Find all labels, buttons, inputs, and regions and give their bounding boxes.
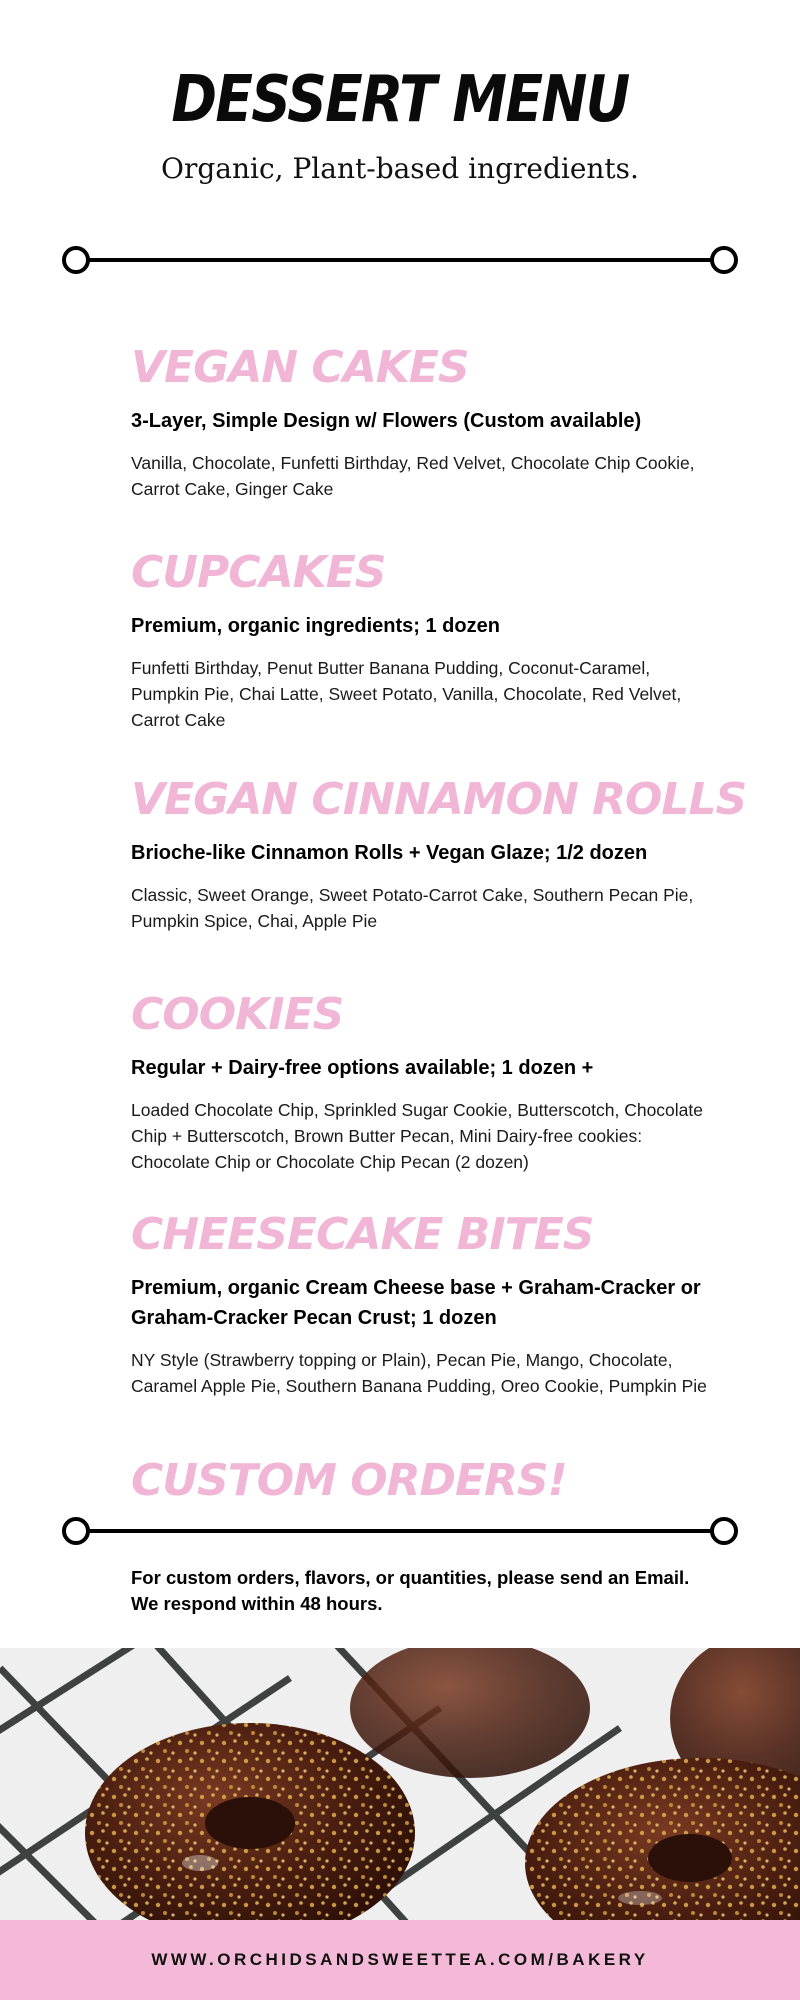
section-cookies: [131, 989, 711, 1175]
page-subtitle: Organic, Plant-based ingredients.: [161, 152, 639, 185]
section-items: NY Style (Strawberry topping or Plain), Pecan Pie, Mango, Chocolate, Caramel Apple Pie, Southern Banana Pudding, Oreo Cookie, Pumpkin Pie: [131, 1350, 707, 1396]
section-items: Funfetti Birthday, Penut Butter Banana Pudding, Coconut-Caramel, Pumpkin Pie, Chai Latte, Sweet Potato, Vanilla, Chocolate, Red Velvet, Carrot Cake: [131, 658, 682, 730]
divider-left-circle: [62, 246, 90, 274]
website-link[interactable]: WWW.ORCHIDSANDSWEETTEA.COM/BAKERY: [151, 1950, 649, 1969]
donuts-image: [0, 1648, 800, 1920]
section-items: Loaded Chocolate Chip, Sprinkled Sugar Cookie, Butterscotch, Chocolate Chip + Butterscotch, Brown Butter Pecan, Mini Dairy-free cookies: Chocolate Chip or Chocolate Chip Pecan (2 dozen): [131, 1100, 704, 1172]
section-cheesecake-bites: [131, 1209, 711, 1399]
donuts-photo: [0, 1648, 800, 1920]
custom-orders-line-1: For custom orders, flavors, or quantities, please send an Email.: [131, 1567, 690, 1588]
section-title: CHEESECAKE BITES: [131, 1209, 594, 1260]
custom-orders-line-2: We respond within 48 hours.: [131, 1593, 383, 1614]
section-subtitle: Premium, organic ingredients; 1 dozen: [131, 615, 500, 637]
footer-bar: [0, 1920, 800, 2000]
top-divider: [62, 246, 738, 274]
divider-left-circle: [62, 1517, 90, 1545]
section-cinnamon-rolls: [131, 774, 747, 934]
section-subtitle: Premium, organic Cream Cheese base + Graham-Cracker or Graham-Cracker Pecan Crust; 1 dozen: [131, 1277, 701, 1329]
section-subtitle: Brioche-like Cinnamon Rolls + Vegan Glaze; 1/2 dozen: [131, 842, 648, 864]
section-vegan-cakes: [131, 342, 711, 502]
section-title: COOKIES: [131, 989, 344, 1040]
divider-right-circle: [710, 1517, 738, 1545]
section-items: Classic, Sweet Orange, Sweet Potato-Carrot Cake, Southern Pecan Pie, Pumpkin Spice, Chai, Apple Pie: [131, 885, 694, 931]
section-cupcakes: [131, 547, 711, 733]
divider-right-circle: [710, 246, 738, 274]
section-subtitle: 3-Layer, Simple Design w/ Flowers (Custom available): [131, 410, 642, 432]
custom-orders-text: [131, 1565, 711, 1617]
page-title: DESSERT MENU: [171, 63, 629, 137]
section-title: VEGAN CINNAMON ROLLS: [131, 774, 747, 825]
section-custom-orders: [131, 1455, 711, 1507]
bottom-divider: [62, 1517, 738, 1545]
section-title: VEGAN CAKES: [131, 342, 469, 393]
section-title: CUPCAKES: [131, 547, 386, 598]
section-subtitle: Regular + Dairy-free options available; 1 dozen +: [131, 1057, 594, 1079]
section-title: CUSTOM ORDERS!: [131, 1455, 567, 1506]
section-items: Vanilla, Chocolate, Funfetti Birthday, Red Velvet, Chocolate Chip Cookie, Carrot Cake, Ginger Cake: [131, 453, 695, 499]
